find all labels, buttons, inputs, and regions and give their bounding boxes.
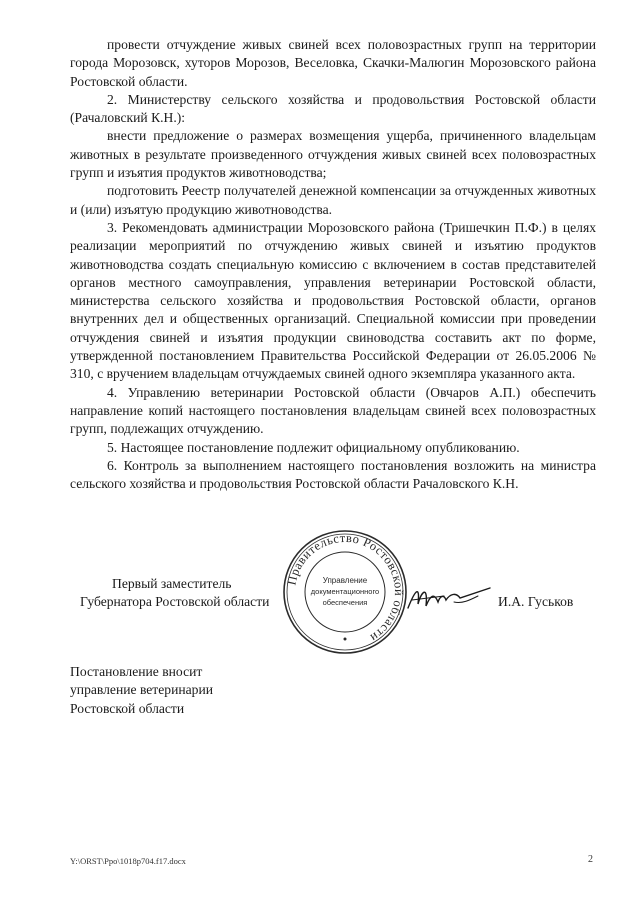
signatory-title-line1: Первый заместитель bbox=[112, 576, 232, 591]
paragraph-2a: внести предложение о размерах возмещения ущерба, причиненного владельцам животных в результате произведенного отчуждения живых свиней всех половозрастных групп и изъятия продуктов животноводства; bbox=[70, 128, 596, 181]
submission-note bbox=[70, 663, 213, 718]
submission-note-line3: Ростовской области bbox=[70, 700, 185, 716]
seal-center-line2: документационного bbox=[310, 587, 380, 596]
handwritten-signature bbox=[404, 578, 494, 618]
submission-note-line1: Постановление вносит bbox=[70, 664, 203, 679]
seal-center-line1: Управление bbox=[322, 576, 368, 585]
official-seal bbox=[281, 528, 409, 656]
signer-name: И.А. Гуськов bbox=[498, 594, 574, 609]
paragraph-intro: провести отчуждение живых свиней всех половозрастных групп на территории города Морозовск, хуторов Морозов, Веселовка, Скачки-Малюгин Морозовского района Ростовской области. bbox=[70, 37, 596, 89]
signatory-title bbox=[70, 575, 310, 612]
page-number: 2 bbox=[588, 854, 593, 865]
document-body bbox=[70, 36, 596, 493]
paragraph-2b: подготовить Реестр получателей денежной компенсации за отчужденных животных и (или) изъятую продукцию животноводства. bbox=[70, 183, 596, 217]
footer-file-path: Y:\ORST\Ppo\1018p704.f17.docx bbox=[70, 856, 186, 866]
paragraph-5: 5. Настоящее постановление подлежит официальному опубликованию. bbox=[107, 439, 520, 455]
paragraph-3: 3. Рекомендовать администрации Морозовского района (Тришечкин П.Ф.) в целях реализации мероприятий по отчуждению живых свиней и изъятию продуктов животноводства создать специальную комиссию с включением в состав представителей органов местного самоуправления, управления ветеринарии Ростовской области, министерства сельского хозяйства и продовольствия Ростовской области, органов внутренних дел и общественных организаций. Специальной комиссии при проведении отчуждения свиней и изъятия продукции свиноводства составить акт по форме, утвержденной постановлением Правительства Российской Федерации от 26.05.2006 № 310, с вручением владельцам отчуждаемых свиней одного экземпляра указанного акта. bbox=[70, 219, 596, 382]
paragraph-2: 2. Министерству сельского хозяйства и продовольствия Ростовской области (Рачаловский К.Н.): bbox=[70, 91, 596, 126]
seal-center-line3: обеспечения bbox=[322, 598, 368, 607]
paragraph-4: 4. Управлению ветеринарии Ростовской области (Овчаров А.П.) обеспечить направление копий настоящего постановления владельцам свиней всех половозрастных групп, подлежащих отчуждению. bbox=[70, 384, 596, 437]
seal-ring-text: Правительство Ростовской области bbox=[284, 530, 407, 646]
submission-note-line2: управление ветеринарии bbox=[70, 682, 214, 698]
signatory-title-line2: Губернатора Ростовской области bbox=[80, 594, 270, 610]
paragraph-6: 6. Контроль за выполнением настоящего постановления возложить на министра сельского хозяйства и продовольствия Ростовской области Рачаловского К.Н. bbox=[70, 457, 596, 492]
